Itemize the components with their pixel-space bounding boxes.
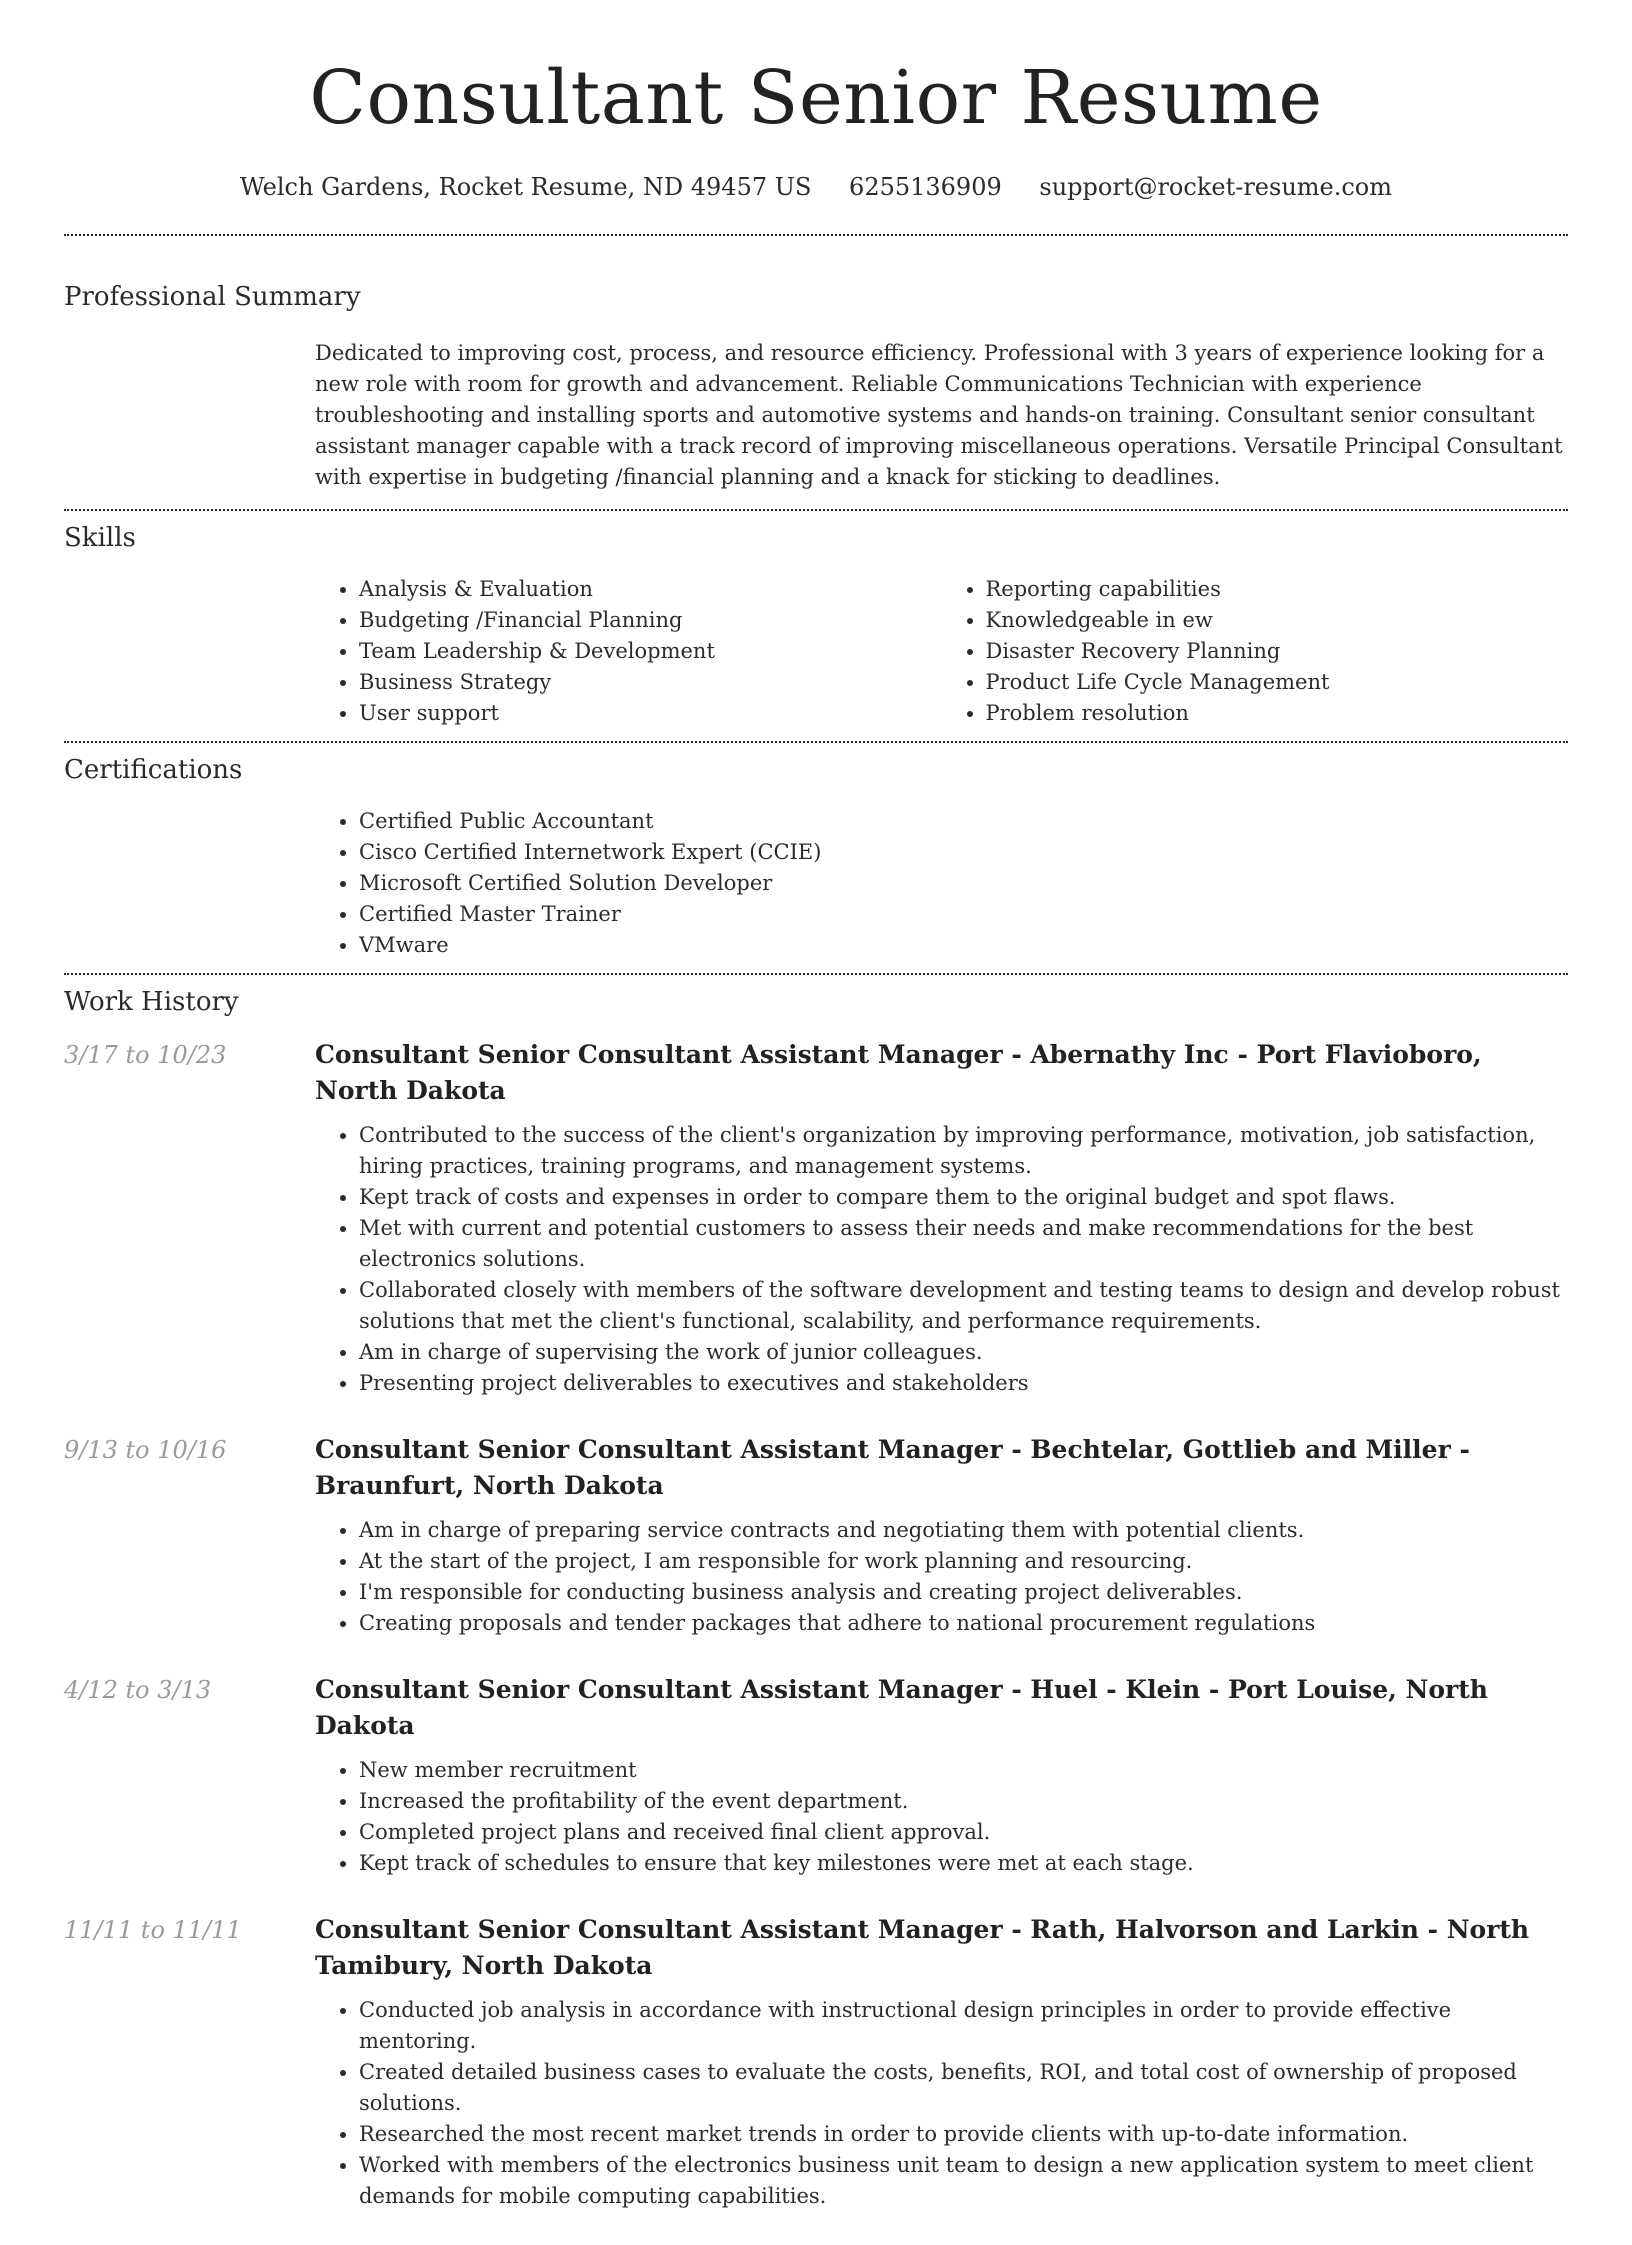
skill-item: • User support — [359, 698, 942, 729]
job-bullet: • Presenting project deliverables to executives and stakeholders — [359, 1368, 1568, 1399]
job-bullets — [315, 1515, 1568, 1639]
job-title: Consultant Senior Consultant Assistant Manager - Abernathy Inc - Port Flavioboro, North Dakota — [315, 1040, 1482, 1105]
resume-name: Consultant Senior Resume — [309, 55, 1323, 141]
certifications-list — [315, 806, 1568, 961]
summary-text: Dedicated to improving cost, process, and resource efficiency. Professional with 3 years of experience looking for a new role with room for growth and advancement. Reliable Communications Technician with experience troubleshooting and installing sports and automotive systems and hands-on training. Consultant senior consultant assistant manager capable with a track record of improving miscellaneous operations. Versatile Principal Consultant with expertise in budgeting /financial planning and a knack for sticking to deadlines. — [315, 341, 1563, 489]
job-details — [315, 1912, 1568, 2212]
job-bullet: • Am in charge of supervising the work of junior colleagues. — [359, 1337, 1568, 1368]
section-title-skills: Skills — [64, 523, 136, 553]
job-bullet: • At the start of the project, I am responsible for work planning and resourcing. — [359, 1546, 1568, 1577]
job-details — [315, 1037, 1568, 1399]
section-summary — [64, 236, 1568, 509]
job-details — [315, 1672, 1568, 1879]
skills-list-left — [315, 574, 942, 729]
contact-address: Welch Gardens, Rocket Resume, ND 49457 US — [239, 173, 812, 201]
skill-item: • Reporting capabilities — [986, 574, 1569, 605]
certification-item: • Certified Master Trainer — [359, 899, 1568, 930]
job-title: Consultant Senior Consultant Assistant Manager - Huel - Klein - Port Louise, North Dakota — [315, 1675, 1488, 1740]
skill-item: • Problem resolution — [986, 698, 1569, 729]
skill-item: • Disaster Recovery Planning — [986, 636, 1569, 667]
job-bullet: • Increased the profitability of the event department. — [359, 1786, 1568, 1817]
job-bullet: • Met with current and potential customers to assess their needs and make recommendations for the best electronics solutions. — [359, 1213, 1568, 1275]
job-dates: 11/11 to 11/11 — [64, 1916, 242, 1944]
contact-email: support@rocket-resume.com — [1039, 173, 1393, 201]
job-bullet: • I'm responsible for conducting business analysis and creating project deliverables. — [359, 1577, 1568, 1608]
job-dates: 9/13 to 10/16 — [64, 1436, 227, 1464]
job-details — [315, 1432, 1568, 1639]
certification-item: • Microsoft Certified Solution Developer — [359, 868, 1568, 899]
job-bullet: • Collaborated closely with members of the software development and testing teams to design and develop robust solutions that met the client's functional, scalability, and performance requirements. — [359, 1275, 1568, 1337]
job-bullet: • Completed project plans and received final client approval. — [359, 1817, 1568, 1848]
job-entry — [64, 1912, 1568, 2212]
skills-columns — [315, 574, 1568, 729]
skill-item: • Product Life Cycle Management — [986, 667, 1569, 698]
job-bullets — [315, 1995, 1568, 2212]
job-title: Consultant Senior Consultant Assistant Manager - Rath, Halvorson and Larkin - North Tamibury, North Dakota — [315, 1915, 1530, 1980]
job-entry — [64, 1432, 1568, 1639]
certification-item: • Cisco Certified Internetwork Expert (CCIE) — [359, 837, 1568, 868]
job-bullet: • Creating proposals and tender packages that adhere to national procurement regulations — [359, 1608, 1568, 1639]
skill-item: • Budgeting /Financial Planning — [359, 605, 942, 636]
section-title-work-history: Work History — [64, 987, 239, 1017]
skill-item: • Knowledgeable in ew — [986, 605, 1569, 636]
job-bullets — [315, 1120, 1568, 1399]
job-title: Consultant Senior Consultant Assistant Manager - Bechtelar, Gottlieb and Miller - Braunfurt, North Dakota — [315, 1435, 1470, 1500]
job-entry — [64, 1672, 1568, 1879]
job-entry — [64, 1037, 1568, 1399]
job-bullets — [315, 1755, 1568, 1879]
job-dates: 4/12 to 3/13 — [64, 1676, 212, 1704]
skill-item: • Team Leadership & Development — [359, 636, 942, 667]
summary-body — [315, 338, 1568, 493]
skills-list-right — [942, 574, 1569, 729]
job-bullet: • Contributed to the success of the client's organization by improving performance, motivation, job satisfaction, hiring practices, training programs, and management systems. — [359, 1120, 1568, 1182]
section-skills — [64, 511, 1568, 741]
section-certifications — [64, 743, 1568, 973]
contact-phone: 6255136909 — [849, 173, 1002, 201]
contact-line — [64, 172, 1568, 202]
job-bullet: • Created detailed business cases to evaluate the costs, benefits, ROI, and total cost of ownership of proposed solutions. — [359, 2057, 1568, 2119]
certifications-body — [315, 806, 1568, 961]
job-bullet: • Am in charge of preparing service contracts and negotiating them with potential clients. — [359, 1515, 1568, 1546]
certification-item: • Certified Public Accountant — [359, 806, 1568, 837]
job-bullet: • Conducted job analysis in accordance with instructional design principles in order to provide effective mentoring. — [359, 1995, 1568, 2057]
job-bullet: • Kept track of schedules to ensure that key milestones were met at each stage. — [359, 1848, 1568, 1879]
skill-item: • Business Strategy — [359, 667, 942, 698]
job-bullet: • New member recruitment — [359, 1755, 1568, 1786]
job-dates: 3/17 to 10/23 — [64, 1041, 227, 1069]
certification-item: • VMware — [359, 930, 1568, 961]
section-title-certifications: Certifications — [64, 755, 243, 785]
section-title-summary: Professional Summary — [64, 282, 361, 312]
job-bullet: • Worked with members of the electronics business unit team to design a new application system to meet client demands for mobile computing capabilities. — [359, 2150, 1568, 2212]
job-bullet: • Researched the most recent market trends in order to provide clients with up-to-date information. — [359, 2119, 1568, 2150]
skill-item: • Analysis & Evaluation — [359, 574, 942, 605]
section-work-history — [64, 975, 1568, 2212]
resume-page — [64, 0, 1568, 2245]
job-bullet: • Kept track of costs and expenses in order to compare them to the original budget and spot flaws. — [359, 1182, 1568, 1213]
